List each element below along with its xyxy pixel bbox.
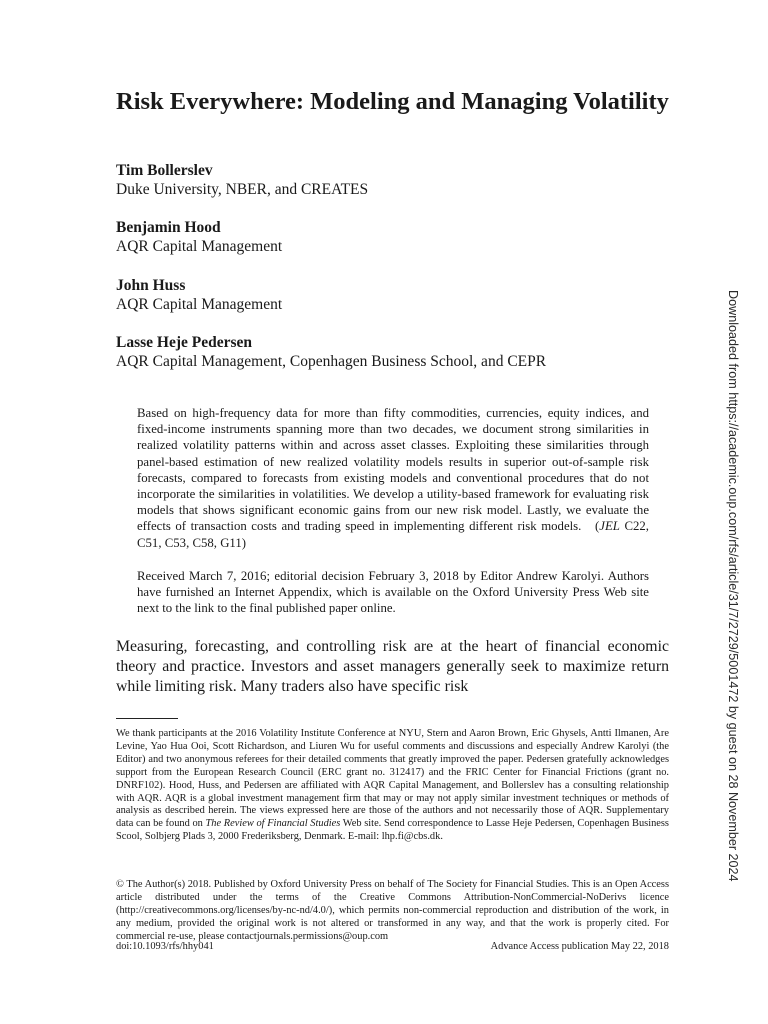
author-block [116, 161, 676, 200]
footnote-text-end: Web site. Send correspondence to Lasse Heje Pedersen, Copenhagen Business Scool, Solbjerg Plads 3, 2000 Frederiksberg, Denmark. E-mail: lhp.fi@cbs.dk. [116, 818, 669, 843]
jel-codes: C22, C51, C53, C58, G11) [137, 519, 650, 550]
author-name: Tim Bollerslev [116, 162, 213, 179]
author-block [116, 218, 676, 257]
advance-access-text: Advance Access publication May 22, 2018 [490, 941, 669, 952]
publication-row [116, 941, 669, 954]
journal-name: The Review of Financial Studies [205, 818, 341, 830]
abstract-text: Based on high-frequency data for more than fifty commodities, currencies, equity indices, and fixed-income instruments spanning more than two decades, we document strong similarities in realized volatility patterns within and across asset classes. Exploiting these similarities through panel-based estimation of new realized volatility models results in superior out-of-sample risk forecasts, compared to forecasts from existing models and conventional procedures that do not incorporate the similarities in volatilities. We develop a utility-based framework for evaluating risk models that shows significant economic gains from our new risk model. Lastly, we evaluate the effects of transaction costs and trading speed in implementing different risk models. [137, 406, 649, 534]
footnote-rule [116, 718, 178, 719]
author-affiliation: AQR Capital Management [116, 296, 283, 313]
doi-text: doi:10.1093/rfs/hhy041 [116, 941, 214, 952]
abstract [137, 405, 649, 551]
jel-label: JEL [599, 519, 620, 534]
author-name: Benjamin Hood [116, 219, 221, 236]
jel-open: ( [595, 519, 600, 534]
author-block [116, 276, 676, 315]
download-watermark: Downloaded from https://academic.oup.com/rfs/article/31/7/2729/5001472 by guest on 28 November 2024 [726, 290, 740, 882]
footnote-text: We thank participants at the 2016 Volatility Institute Conference at NYU, Stern and Aaron Brown, Eric Ghysels, Antti Ilmanen, Are Levine, Yao Hua Ooi, Scott Richardson, and Liuren Wu for useful comments and discussions and especially Andrew Karolyi (the Editor) and two anonymous referees for their detailed comments that greatly improved the paper. Pedersen gratefully acknowledges support from the European Research Council (ERC grant no. 312417) and the FRIC Center for Financial Frictions (grant no. DNRF102). Hood, Huss, and Pedersen are affiliated with AQR Capital Management, and Bollerslev has a consulting relationship with AQR. AQR is a global investment management firm that may or may not apply similar investment techniques or methods of analysis as described herein. The views expressed here are those of the authors and not necessarily those of AQR. Supplementary data can be found on [116, 728, 669, 830]
paper-title: Risk Everywhere: Modeling and Managing Volatility [116, 88, 669, 115]
author-name: John Huss [116, 277, 186, 294]
received-note: Received March 7, 2016; editorial decision February 3, 2018 by Editor Andrew Karolyi. Authors have furnished an Internet Appendix, which is available on the Oxford University Press Web site next to the link to the final published paper online. [137, 569, 649, 616]
acknowledgment-footnote [116, 728, 669, 844]
author-block [116, 333, 676, 372]
author-affiliation: AQR Capital Management, Copenhagen Business School, and CEPR [116, 353, 547, 370]
license-note: © The Author(s) 2018. Published by Oxford University Press on behalf of The Society for Financial Studies. This is an Open Access article distributed under the terms of the Creative Commons Attribution-NonCommercial-NoDerivs licence (http://creativecommons.org/licenses/by-nc-nd/4.0/), which permits non-commercial reproduction and distribution of the work, in any medium, provided the original work is not altered or transformed in any way, and that the work is properly cited. For commercial re-use, please contactjournals.permissions@oup.com [116, 879, 669, 942]
author-affiliation: AQR Capital Management [116, 238, 283, 255]
author-affiliation: Duke University, NBER, and CREATES [116, 181, 369, 198]
author-name: Lasse Heje Pedersen [116, 334, 253, 351]
intro-paragraph: Measuring, forecasting, and controlling risk are at the heart of financial economic theory and practice. Investors and asset managers generally seek to maximize return while limiting risk. Many traders also have specific risk [116, 638, 669, 695]
